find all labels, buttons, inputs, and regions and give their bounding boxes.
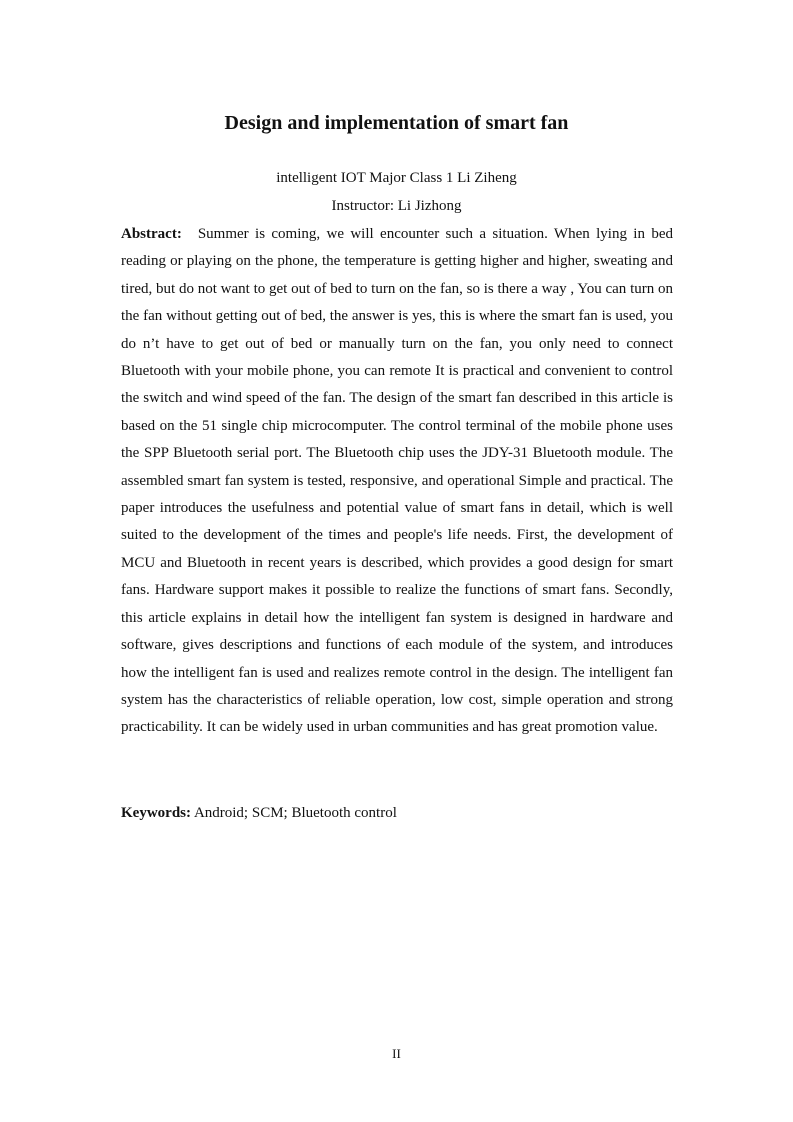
keywords-label: Keywords:: [121, 805, 191, 821]
abstract-label: Abstract:: [121, 226, 182, 242]
paper-title: Design and implementation of smart fan: [224, 112, 569, 134]
keywords-paragraph: [121, 800, 673, 827]
author-line: intelligent IOT Major Class 1 Li Ziheng: [276, 170, 517, 186]
keywords-text: Android; SCM; Bluetooth control: [193, 805, 397, 821]
abstract-paragraph: [121, 221, 673, 742]
abstract-text: Summer is coming, we will encounter such a situation. When lying in bed reading or playing on the phone, the temperature is getting higher and higher, sweating and tired, but do not want to get out of bed to turn on the fan, so is there a way , You can turn on the fan without getting out of bed, the answer is yes, this is where the smart fan is used, you do n’t have to get out of bed or manually turn on the fan, you only need to connect Bluetooth with your mobile phone, you can remote It is practical and convenient to control the switch and wind speed of the fan. The design of the smart fan described in this article is based on the 51 single chip microcomputer. The control terminal of the mobile phone uses the SPP Bluetooth serial port. The Bluetooth chip uses the JDY-31 Bluetooth module. The assembled smart fan system is tested, responsive, and operational Simple and practical. The paper introduces the usefulness and potential value of smart fans in detail, which is well suited to the development of the times and people's life needs. First, the development of MCU and Bluetooth in recent years is described, which provides a good design for smart fans. Hardware support makes it possible to realize the functions of smart fans. Secondly, this article explains in detail how the intelligent fan system is designed in hardware and software, gives descriptions and functions of each module of the system, and introduces how the intelligent fan is used and realizes remote control in the design. The intelligent fan system has the characteristics of reliable operation, low cost, simple operation and strong practicability. It can be widely used in urban communities and has great promotion value.: [121, 226, 673, 736]
page-number: II: [392, 1046, 401, 1061]
instructor-line: Instructor: Li Jizhong: [331, 198, 462, 214]
